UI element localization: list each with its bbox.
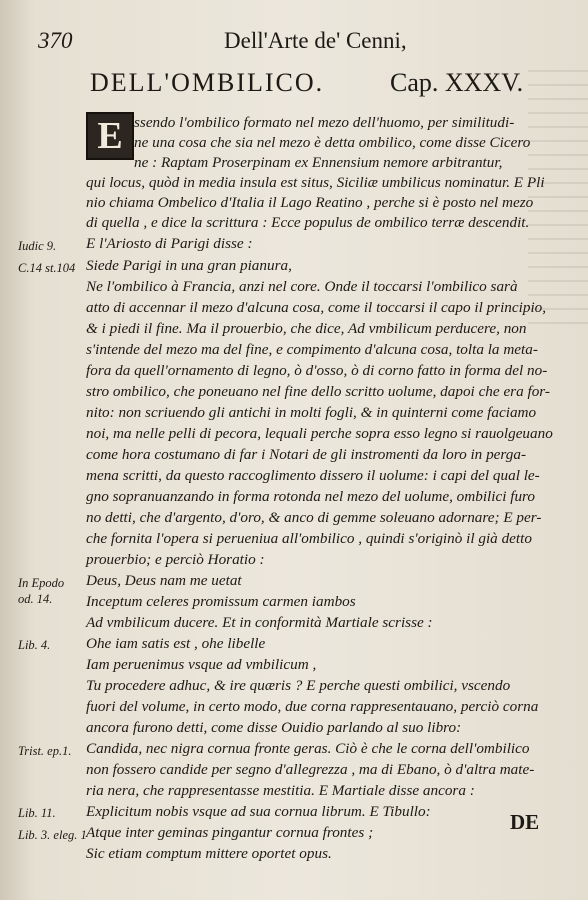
page-header (38, 28, 548, 58)
text-line: Deus, Deus nam me uetat (86, 572, 242, 589)
margin-note: In Epodo (18, 576, 65, 590)
text-line: ne una cosa che sia nel mezo è detta ombilico, come disse Cicero (134, 134, 531, 151)
text-line: ria nera, che rappresentasse mestitia. E Martiale disse ancora : (86, 782, 475, 799)
text-line: Ne l'ombilico à Francia, anzi nel core. Onde il toccarsi l'ombilico sarà (86, 278, 518, 295)
text-line: gno sopranuanzando in forma rotonda nel mezo del uolume, ombilici furo (86, 488, 536, 505)
text-line: fora da quell'ornamento di legno, ò d'osso, ò di corno fatto in forma del no- (86, 362, 548, 379)
text-line: ne : Raptam Proserpinam ex Ennensium nemore arbitrantur, (134, 154, 503, 171)
text-line: Sic etiam comptum mittere oportet opus. (86, 845, 332, 862)
chapter-title: DELL'OMBILICO. (90, 68, 325, 97)
running-title: Dell'Arte de' Cenni, (224, 28, 407, 53)
margin-note: Iudic 9. (18, 239, 57, 253)
text-line: Explicitum nobis vsque ad sua cornua librum. E Tibullo: (86, 803, 431, 820)
margin-note: Trist. ep.1. (18, 744, 72, 758)
decorated-initial (86, 112, 134, 160)
text-line: mena scritti, da questo raccoglimento dissero il uolume: i capi del qual le- (86, 467, 540, 484)
text-line: prouerbio; e perciò Horatio : (86, 551, 265, 568)
text-line: Tu procedere adhuc, & ire quæris ? E perche questi ombilici, vscendo (86, 677, 511, 694)
text-line: fuori del volume, in certo modo, due corna rappresentauano, perciò corna (86, 698, 539, 715)
text-line: nio chiama Ombelico d'Italia il Lago Reatino , perche si è posto nel mezo (86, 194, 534, 211)
text-line: ssendo l'ombilico formato nel mezo dell'huomo, per similitudi- (134, 114, 515, 131)
text-line: Iam peruenimus vsque ad vmbilicum , (86, 656, 317, 673)
margin-note: C.14 st.104 (18, 261, 76, 275)
text-line: Candida, nec nigra cornua fronte geras. Ciò è che le corna dell'ombilico (86, 740, 530, 757)
margin-note: od. 14. (18, 592, 53, 606)
page-number: 370 (38, 28, 73, 53)
margin-note: Lib. 4. (18, 638, 51, 652)
text-line: Ad vmbilicum ducere. Et in conformità Martiale scrisse : (86, 614, 433, 631)
text-line: Ohe iam satis est , ohe libelle (86, 635, 266, 652)
chapter-heading (90, 68, 540, 100)
show-through-texture (528, 70, 588, 330)
text-line: di quella , e dice la scrittura : Ecce populus de ombilico terræ descendit. (86, 214, 530, 231)
initial-letter: E (97, 115, 123, 157)
text-line: Siede Parigi in una gran pianura, (86, 257, 292, 274)
margin-note: Lib. 3. eleg. 1 (18, 828, 87, 842)
text-line: non fossero candide per segno d'allegrezza , ma di Ebano, ò d'altra mate- (86, 761, 535, 778)
margin-note: Lib. 11. (18, 806, 56, 820)
text-line: & i piedi il fine. Ma il prouerbio, che dice, Ad vmbilicum perducere, non (86, 320, 527, 337)
text-line: nito: non scriuendo gli antichi in molti fogli, & in quinterni come faciamo (86, 404, 537, 421)
text-line: come hora costumano di far i Notari de gli instromenti da loro in perga- (86, 446, 526, 463)
text-line: noi, ma nelle pelli di pecora, lequali perche sopra esso legno si rauolgeuano (86, 425, 553, 442)
text-line: stro ombilico, che poneuano nel fine dello scritto uolume, dapoi che era for- (86, 383, 550, 400)
text-line: atto di accennar il mezo d'alcuna cosa, come il toccarsi il capo il principio, (86, 299, 547, 316)
text-line: E l'Ariosto di Parigi disse : (86, 235, 253, 252)
text-line: che fornita l'opera si perueniua all'ombilico , quindi s'originò il già detto (86, 530, 532, 547)
catchword: DE (510, 810, 540, 834)
text-line: ancora furono detti, come disse Ouidio parlando al suo libro: (86, 719, 462, 736)
text-line: Atque inter geminas pingantur cornua frontes ; (86, 824, 374, 841)
text-line: no detti, che d'argento, d'oro, & anco di gemme soleuano adornare; E per- (86, 509, 542, 526)
text-line: s'intende del mezo ma del fine, e compimento d'alcuna cosa, tolta la meta- (86, 341, 538, 358)
text-line: Inceptum celeres promissum carmen iambos (86, 593, 356, 610)
chapter-number: Cap. XXXV. (390, 68, 524, 97)
text-line: qui locus, quòd in media insula est situs, Siciliæ umbilicus nominatur. E Pli (86, 174, 545, 191)
